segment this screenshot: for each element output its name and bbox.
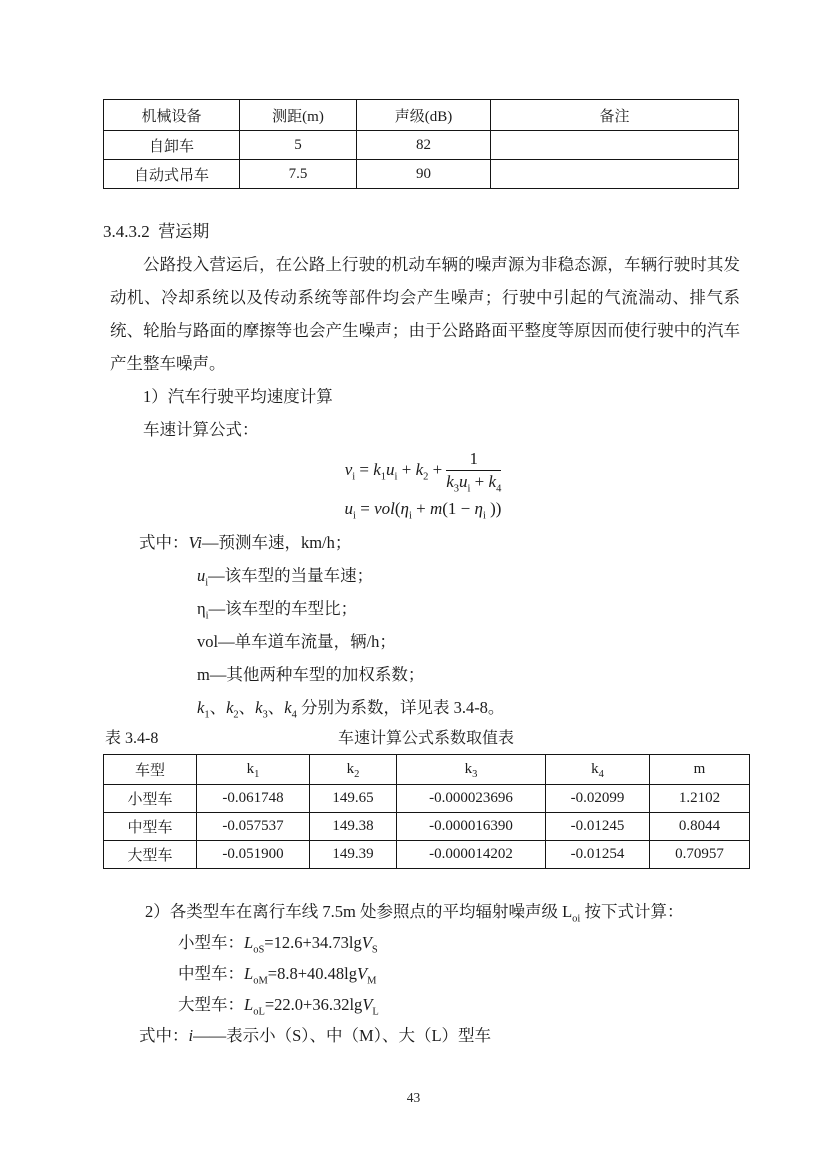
var-m: m xyxy=(197,665,210,684)
var-v: v xyxy=(344,460,353,479)
data-cell: -0.000023696 xyxy=(397,785,546,813)
var-eta: η xyxy=(197,599,206,618)
table-row xyxy=(104,841,750,869)
header-cell: 测距(m) xyxy=(240,100,357,131)
data-cell: 自动式吊车 xyxy=(104,160,240,189)
data-cell: 149.39 xyxy=(310,841,397,869)
data-cell: -0.000014202 xyxy=(397,841,546,869)
table-row xyxy=(104,160,739,189)
header-cell: $k_2$ xyxy=(310,755,397,785)
noise-formula-medium: 中型车：$L_{oM}=8.8+40.48\lg V_M$ xyxy=(178,964,377,987)
header-cell: m xyxy=(650,755,750,785)
table-caption xyxy=(103,724,749,754)
data-cell: -0.000016390 xyxy=(397,813,546,841)
definition-line: vol—单车道车流量，辆/h； xyxy=(197,632,396,651)
fraction-numerator: 1 xyxy=(446,449,501,471)
noise-source-table xyxy=(103,99,739,189)
header-cell: 声级(dB) xyxy=(357,100,491,131)
table-caption-label: 表 3.4-8 xyxy=(105,730,159,747)
header-cell: 备注 xyxy=(491,100,739,131)
data-cell: 大型车 xyxy=(104,841,197,869)
data-cell: 5 xyxy=(240,131,357,160)
symbol-definitions xyxy=(139,526,827,724)
coefficient-table xyxy=(103,754,750,869)
var-vol: vol xyxy=(197,632,219,651)
table-row xyxy=(104,813,750,841)
data-cell: 0.70957 xyxy=(650,841,750,869)
table-header-row xyxy=(104,100,739,131)
var-u: u xyxy=(344,499,354,518)
data-cell: -0.01254 xyxy=(546,841,650,869)
data-cell: 7.5 xyxy=(240,160,357,189)
data-cell xyxy=(491,131,739,160)
data-cell: -0.061748 xyxy=(197,785,310,813)
data-cell: 149.38 xyxy=(310,813,397,841)
data-cell: 小型车 xyxy=(104,785,197,813)
data-cell: 82 xyxy=(357,131,491,160)
page-number: 43 xyxy=(406,1090,421,1105)
table-row xyxy=(104,131,739,160)
header-cell: 车型 xyxy=(104,755,197,785)
header-cell: $k_3$ xyxy=(397,755,546,785)
definition-line: $k_1$、$k_2$、$k_3$、$k_4$ 分别为系数，详见表 3.4-8。 xyxy=(197,698,505,721)
speed-formula: $v_i = k_1u_i + k_2$ + $\frac{1}{k_3u_i + k_4}$ xyxy=(344,448,502,494)
equivalent-speed-formula: $u_i = vol(\eta_i + m(1 - \eta_i$ )) xyxy=(344,499,502,522)
data-cell: 0.8044 xyxy=(650,813,750,841)
data-cell: -0.057537 xyxy=(197,813,310,841)
data-cell: 自卸车 xyxy=(104,131,240,160)
var-i: i xyxy=(188,1026,194,1045)
data-cell: 90 xyxy=(357,160,491,189)
noise-formula-large: 大型车：$L_{oL}=22.0+36.32\lg V_L$ xyxy=(178,995,379,1018)
fraction-denominator: $k_3u_i + k_4$ xyxy=(446,471,502,494)
data-cell: 149.65 xyxy=(310,785,397,813)
data-cell: 中型车 xyxy=(104,813,197,841)
list-item-1: 1）汽车行驶平均速度计算 xyxy=(143,387,333,406)
data-cell: 1.2102 xyxy=(650,785,750,813)
var-ui: u xyxy=(197,566,206,585)
header-cell: 机械设备 xyxy=(104,100,240,131)
var-Vi: Vi xyxy=(188,533,202,552)
header-cell: $k_1$ xyxy=(197,755,310,785)
definition-line: m—其他两种车型的加权系数； xyxy=(197,665,425,684)
definition-line: $\eta_i—$该车型的车型比； xyxy=(197,599,358,622)
header-cell: $k_4$ xyxy=(546,755,650,785)
data-cell xyxy=(491,160,739,189)
definition-line: 式中：Vi—预测车速，km/h； xyxy=(139,533,352,552)
body-paragraph: 公路投入营运后，在公路上行驶的机动车辆的噪声源为非稳态源，车辆行驶时其发动机、冷却系统以及传动系统等部件均会产生噪声；行驶中引起的气流湍动、排气系统、轮胎与路面的摩擦等也会产生噪声；由于公路路面平整度等原因而使行驶中的汽车产生整车噪声。 xyxy=(110,255,740,373)
data-cell: -0.02099 xyxy=(546,785,650,813)
fraction xyxy=(446,449,501,492)
definition-line: $u_i—$该车型的当量车速； xyxy=(197,566,374,589)
section-heading: 3.4.3.2 营运期 xyxy=(103,222,210,241)
table-caption-title: 车速计算公式系数取值表 xyxy=(337,730,514,747)
list-item-2: 2）各类型车在离行车线 7.5m 处参照点的平均辐射噪声级 $L_{oi}$ 按下式计算： xyxy=(145,902,684,925)
table-row xyxy=(104,785,750,813)
note-line: 式中：i——表示小（S）、中（M）、大（L）型车 xyxy=(139,1026,492,1045)
data-cell: -0.051900 xyxy=(197,841,310,869)
formula-intro: 车速计算公式： xyxy=(143,420,259,439)
noise-formula-small: 小型车：$L_{oS}=12.6+34.73\lg V_S$ xyxy=(178,933,378,956)
data-cell: -0.01245 xyxy=(546,813,650,841)
table-header-row xyxy=(104,755,750,785)
